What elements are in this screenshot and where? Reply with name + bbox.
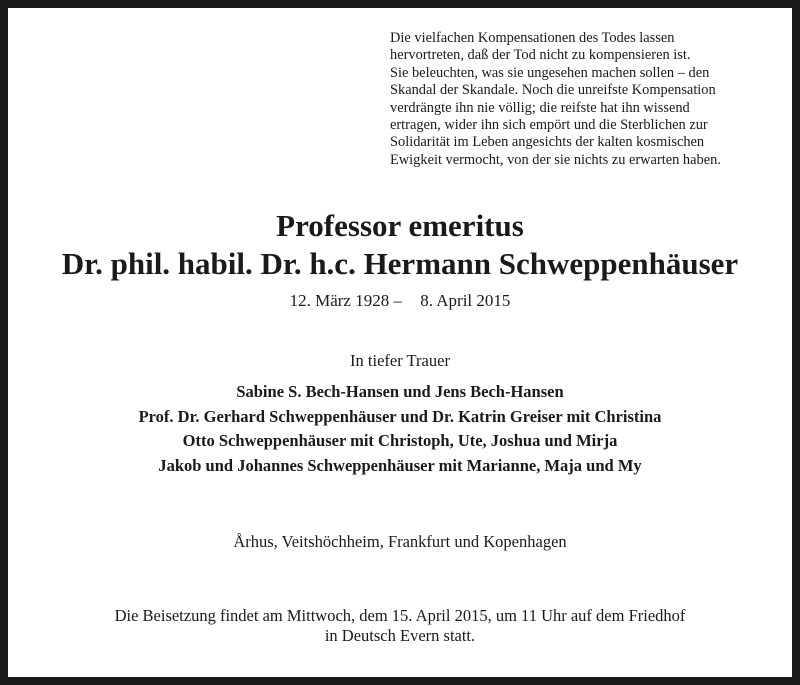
birth-date: 12. März 1928 [289,291,390,310]
epigraph-line: ertragen, wider ihn sich empört und die Sterblichen zur [390,117,708,134]
epigraph-line: verdrängte ihn nie völlig; die reifste hat ihn wissend [390,99,690,116]
mourner-line: Otto Schweppenhäuser mit Christoph, Ute, Joshua und Mirja [182,431,618,450]
mourners-list [8,380,792,478]
epigraph-line: Sie beleuchten, was sie ungesehen machen sollen – den [390,64,710,81]
funeral-line: in Deutsch Evern statt. [324,625,476,645]
epigraph-line: Die vielfachen Kompensationen des Todes lassen [390,30,675,46]
funeral-notice [8,606,792,645]
deceased-name: Dr. phil. habil. Dr. h.c. Hermann Schweppenhäuser [61,246,739,281]
epigraph-line: Solidarität im Leben angesichts der kalten kosmischen [390,134,705,151]
funeral-line: Die Beisetzung findet am Mittwoch, dem 15. April 2015, um 11 Uhr auf dem Friedhof [114,606,686,625]
places-line: Århus, Veitshöchheim, Frankfurt und Kopenhagen [233,532,567,551]
mourner-line: Prof. Dr. Gerhard Schweppenhäuser und Dr. Katrin Greiser mit Christina [138,406,662,426]
epigraph-line: Ewigkeit vermocht, von der sie nichts zu erwarten haben. [390,151,721,168]
academic-title: Professor emeritus [276,208,524,243]
mourning-label: In tiefer Trauer [350,351,450,370]
epigraph-quote [390,30,790,169]
mourner-line: Jakob und Johannes Schweppenhäuser mit Marianne, Maja und My [158,455,642,475]
mourner-line: Sabine S. Bech-Hansen und Jens Bech-Hansen [236,382,564,401]
death-date: 8. April 2015 [420,291,511,310]
date-separator: – [393,291,402,310]
epigraph-line: hervortreten, daß der Tod nicht zu kompensieren ist. [390,47,691,64]
life-dates [8,290,792,312]
epigraph-line: Skandal der Skandale. Noch die unreifste Kompensation [390,82,716,99]
